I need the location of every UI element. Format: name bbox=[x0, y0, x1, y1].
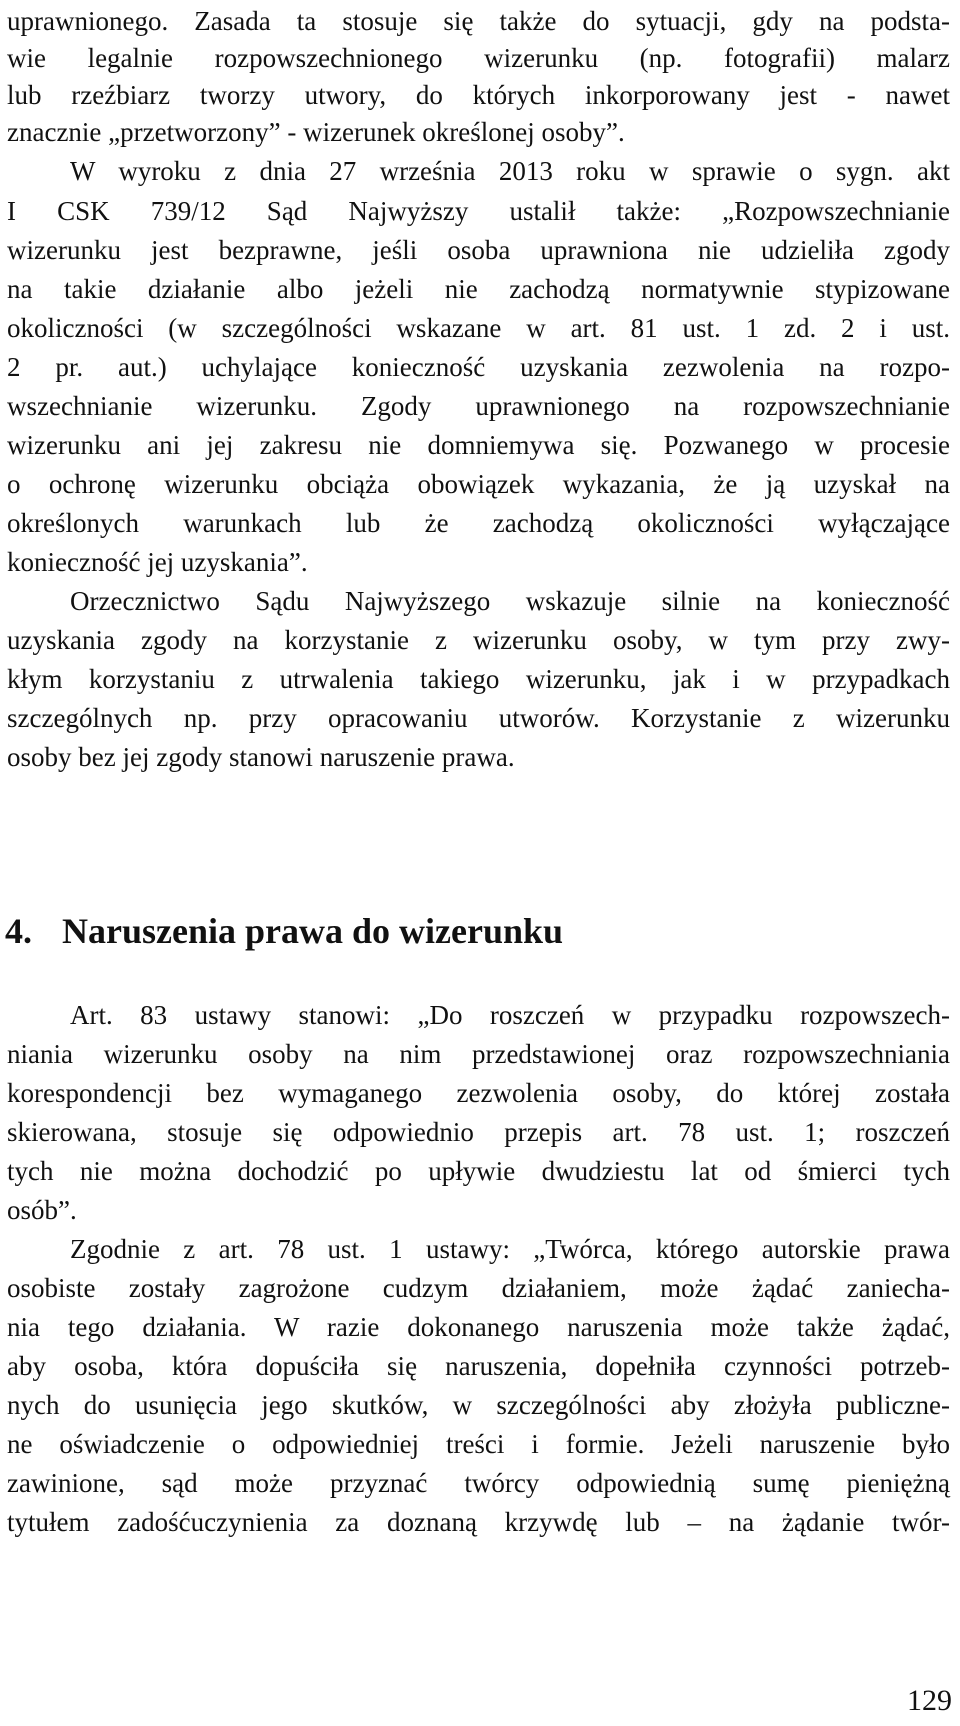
text-line: wszechnianie wizerunku. Zgody uprawnionego na rozpowszechnianie bbox=[7, 391, 950, 421]
text-line: 2 pr. aut.) uchylające konieczność uzyskania zezwolenia na rozpo- bbox=[7, 352, 950, 382]
text-line: zawinione, sąd może przyznać twórcy odpowiednią sumę pieniężną bbox=[7, 1468, 950, 1498]
text-line: okoliczności (w szczególności wskazane w art. 81 ust. 1 zd. 2 i ust. bbox=[7, 313, 950, 343]
text-line: określonych warunkach lub że zachodzą okoliczności wyłączające bbox=[7, 508, 950, 538]
text-line: korespondencji bez wymaganego zezwolenia osoby, do której została bbox=[7, 1078, 950, 1108]
text-line: wizerunku ani jej zakresu nie domniemywa się. Pozwanego w procesie bbox=[7, 430, 950, 460]
text-line: I CSK 739/12 Sąd Najwyższy ustalił także: „Rozpowszechnianie bbox=[7, 196, 950, 226]
text-line: znacznie „przetworzony” - wizerunek określonej osoby”. bbox=[7, 117, 625, 147]
text-line: tych nie można dochodzić po upływie dwudziestu lat od śmierci tych bbox=[7, 1156, 950, 1186]
text-line: niania wizerunku osoby na nim przedstawionej oraz rozpowszechniania bbox=[7, 1039, 950, 1069]
text-line: W wyroku z dnia 27 września 2013 roku w sprawie o sygn. akt bbox=[70, 156, 950, 186]
text-line: tytułem zadośćuczynienia za doznaną krzywdę lub – na żądanie twór- bbox=[7, 1507, 950, 1537]
text-line: aby osoba, która dopuściła się naruszenia, dopełniła czynności potrzeb- bbox=[7, 1351, 950, 1381]
text-line: szczególnych np. przy opracowaniu utworów. Korzystanie z wizerunku bbox=[7, 703, 950, 733]
section-number: 4. bbox=[5, 911, 32, 951]
text-line: osobiste zostały zagrożone cudzym działaniem, może żądać zaniecha- bbox=[7, 1273, 950, 1303]
text-line: nych do usunięcia jego skutków, w szczególności aby złożyła publiczne- bbox=[7, 1390, 950, 1420]
text-line: nia tego działania. W razie dokonanego naruszenia może także żądać, bbox=[7, 1312, 950, 1342]
text-line: osób”. bbox=[7, 1195, 77, 1225]
text-line: osoby bez jej zgody stanowi naruszenie prawa. bbox=[7, 742, 515, 772]
page-number: 129 bbox=[907, 1684, 952, 1717]
text-line: Art. 83 ustawy stanowi: „Do roszczeń w przypadku rozpowszech- bbox=[70, 1000, 950, 1030]
text-line: uprawnionego. Zasada ta stosuje się także do sytuacji, gdy na podsta- bbox=[7, 6, 950, 36]
text-line: ne oświadczenie o odpowiedniej treści i formie. Jeżeli naruszenie było bbox=[7, 1429, 950, 1459]
text-line: kłym korzystaniu z utrwalenia takiego wizerunku, jak i w przypadkach bbox=[7, 664, 950, 694]
section-heading bbox=[5, 907, 563, 955]
text-line: lub rzeźbiarz tworzy utwory, do których inkorporowany jest - nawet bbox=[7, 80, 950, 110]
text-line: wizerunku jest bezprawne, jeśli osoba uprawniona nie udzieliła zgody bbox=[7, 235, 950, 265]
text-line: konieczność jej uzyskania”. bbox=[7, 547, 308, 577]
section-title: Naruszenia prawa do wizerunku bbox=[62, 911, 564, 951]
text-line: Orzecznictwo Sądu Najwyższego wskazuje silnie na konieczność bbox=[70, 586, 950, 616]
text-line: o ochronę wizerunku obciąża obowiązek wykazania, że ją uzyskał na bbox=[7, 469, 950, 499]
text-line: skierowana, stosuje się odpowiednio przepis art. 78 ust. 1; roszczeń bbox=[7, 1117, 950, 1147]
text-line: Zgodnie z art. 78 ust. 1 ustawy: „Twórca, którego autorskie prawa bbox=[70, 1234, 950, 1264]
text-line: wie legalnie rozpowszechnionego wizerunku (np. fotografii) malarz bbox=[7, 43, 950, 73]
text-line: uzyskania zgody na korzystanie z wizerunku osoby, w tym przy zwy- bbox=[7, 625, 950, 655]
text-line: na takie działanie albo jeżeli nie zachodzą normatywnie stypizowane bbox=[7, 274, 950, 304]
